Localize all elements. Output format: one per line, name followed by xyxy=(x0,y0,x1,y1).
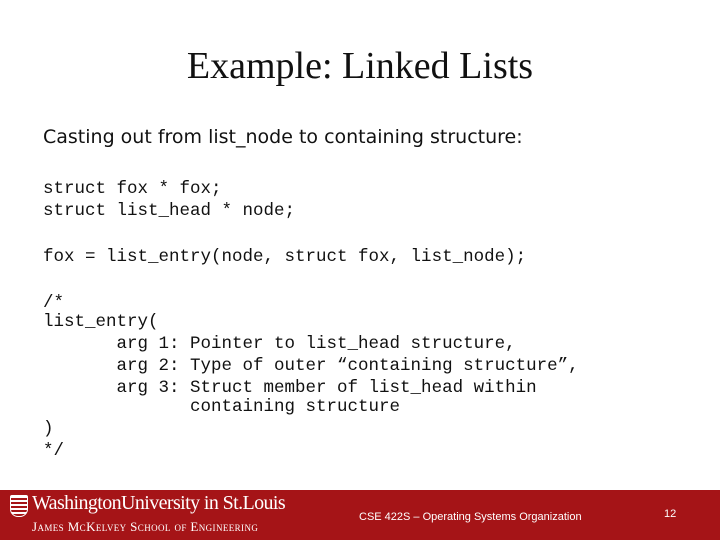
list-entry-call xyxy=(43,246,526,268)
page-number: 12 xyxy=(664,508,677,520)
code-line: containing structure xyxy=(43,397,401,417)
comment-block xyxy=(43,292,579,462)
university-logo xyxy=(10,492,286,536)
code-line: ) xyxy=(43,419,54,439)
code-line: arg 3: Struct member of list_head within xyxy=(43,378,537,398)
code-line: list_entry( xyxy=(43,312,159,332)
code-line: struct fox * fox; xyxy=(43,179,222,199)
code-line: fox = list_entry(node, struct fox, list_node); xyxy=(43,247,527,267)
code-line: /* xyxy=(43,293,65,313)
code-line: arg 1: Pointer to list_head structure, xyxy=(43,334,516,354)
footer-bar xyxy=(0,490,720,540)
course-label: CSE 422S – Operating Systems Organization xyxy=(359,511,582,523)
intro-text: Casting out from list_node to containing structure: xyxy=(43,126,523,148)
declarations-block xyxy=(43,178,295,222)
crest-icon xyxy=(10,495,28,517)
university-name: WashingtonUniversity in St.Louis xyxy=(32,492,286,514)
code-line: arg 2: Type of outer “containing structure”, xyxy=(43,356,579,376)
school-name: James McKelvey School of Engineering xyxy=(32,519,259,534)
code-line: */ xyxy=(43,441,65,461)
slide-title: Example: Linked Lists xyxy=(186,45,534,87)
code-line: struct list_head * node; xyxy=(43,201,296,221)
